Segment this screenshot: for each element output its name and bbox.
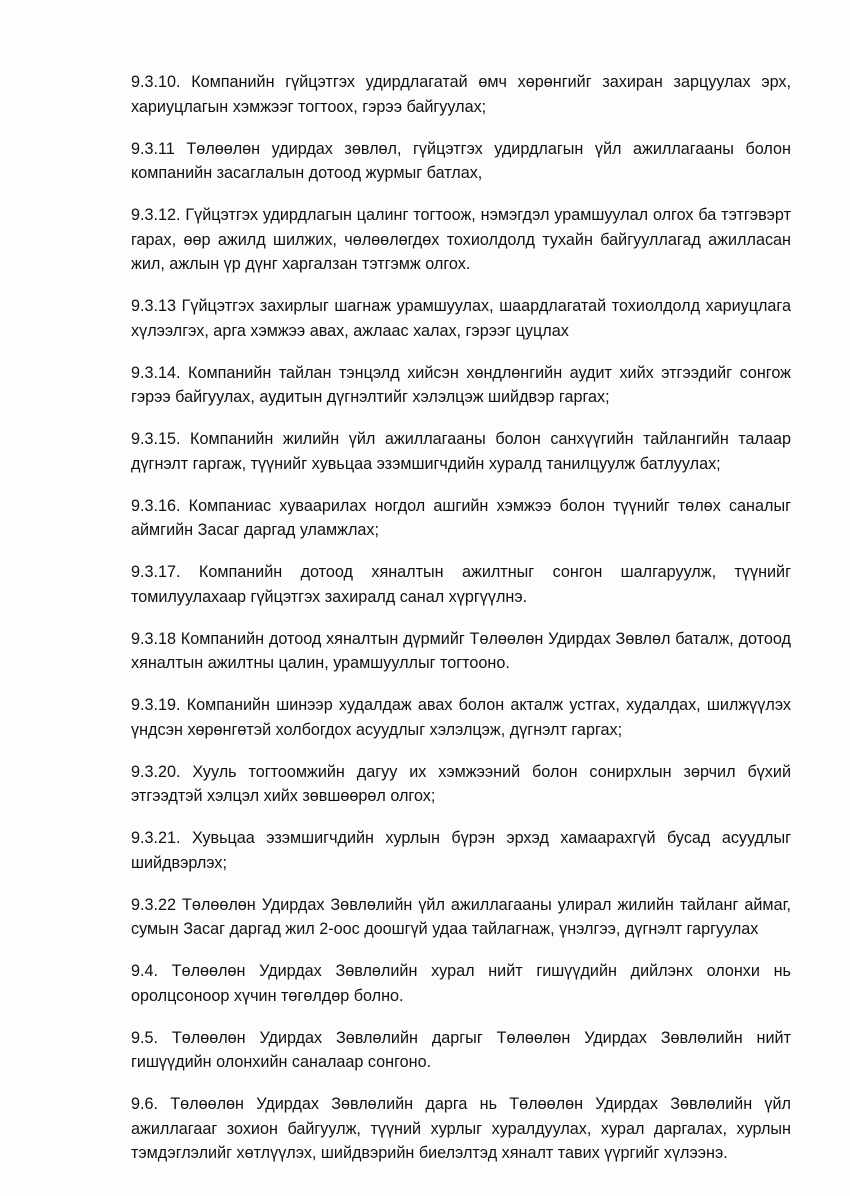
clause-9-3-14: 9.3.14. Компанийн тайлан тэнцэлд хийсэн хөндлөнгийн аудит хийх этгээдийг сонгож гэрээ байгуулах, аудитын дүгнэлтийг хэлэлцэж шийдвэр гаргах; [131, 363, 791, 406]
clause-9-3-21: 9.3.21. Хувьцаа эзэмшигчдийн хурлын бүрэн эрхэд хамаарахгүй бусад асуудлыг шийдвэрлэх; [131, 829, 791, 872]
clause-9-3-11: 9.3.11 Төлөөлөн удирдах зөвлөл, гүйцэтгэх удирдлагын үйл ажиллагааны болон компанийн засаглалын дотоод журмыг батлах, [131, 139, 791, 182]
clause-9-4: 9.4. Төлөөлөн Удирдах Зөвлөлийн хурал нийт гишүүдийн дийлэнх олонхи нь оролцсоноор хүчин төгөлдөр болно. [131, 962, 791, 1005]
clause-9-3-13: 9.3.13 Гүйцэтгэх захирлыг шагнаж урамшуулах, шаардлагатай тохиолдолд хариуцлага хүлээлгэх, арга хэмжээ авах, ажлаас халах, гэрээг цуцлах [131, 297, 791, 340]
clause-9-3-10: 9.3.10. Компанийн гүйцэтгэх удирдлагатай өмч хөрөнгийг захиран зарцуулах эрх, хариуцлагын хэмжээг тогтоох, гэрээ байгуулах; [131, 73, 791, 116]
clause-9-3-16: 9.3.16. Компаниас хуваарилах ногдол ашгийн хэмжээ болон түүнийг төлөх саналыг аймгийн Засаг даргад уламжлах; [131, 496, 791, 539]
clause-9-3-12: 9.3.12. Гүйцэтгэх удирдлагын цалинг тогтоож, нэмэгдэл урамшуулал олгох ба тэтгэвэрт гарах, өөр ажилд шилжих, чөлөөлөгдөх тохиолдолд тухайн байгууллагад ажилласан жил, ажлын үр дүнг харгалзан тэтгэмж олгох. [131, 206, 791, 273]
document-body [131, 70, 791, 1183]
clause-9-3-22: 9.3.22 Төлөөлөн Удирдах Зөвлөлийн үйл ажиллагааны улирал жилийн тайланг аймаг, сумын Засаг даргад жил 2-оос доошгүй удаа тайлагнаж, үнэлгээ, дүгнэлт гаргуулах [131, 895, 791, 938]
clause-9-6: 9.6. Төлөөлөн Удирдах Зөвлөлийн дарга нь Төлөөлөн Удирдах Зөвлөлийн үйл ажиллагааг зохион байгуулж, түүний хурлыг хуралдуулах, хурал даргалах, хурлын тэмдэглэлийг хөтлүүлэх, шийдвэрийн биелэлтэд хяналт тавих үүргийг хүлээнэ. [131, 1095, 791, 1162]
clause-9-3-20: 9.3.20. Хууль тогтоомжийн дагуу их хэмжээний болон сонирхлын зөрчил бүхий этгээдтэй хэлцэл хийх зөвшөөрөл олгох; [131, 762, 791, 805]
clause-9-5: 9.5. Төлөөлөн Удирдах Зөвлөлийн даргыг Төлөөлөн Удирдах Зөвлөлийн нийт гишүүдийн олонхийн саналаар сонгоно. [131, 1028, 791, 1071]
clause-9-3-19: 9.3.19. Компанийн шинээр худалдаж авах болон акталж устгах, худалдах, шилжүүлэх үндсэн хөрөнгөтэй холбогдох асуудлыг хэлэлцэж, дүгнэлт гаргах; [131, 696, 791, 739]
clause-9-3-17: 9.3.17. Компанийн дотоод хяналтын ажилтныг сонгон шалгаруулж, түүнийг томилуулахаар гүйцэтгэх захиралд санал хүргүүлнэ. [131, 563, 791, 606]
clause-9-3-18: 9.3.18 Компанийн дотоод хяналтын дүрмийг Төлөөлөн Удирдах Зөвлөл баталж, дотоод хяналтын ажилтны цалин, урамшууллыг тогтооно. [131, 629, 791, 672]
clause-9-3-15: 9.3.15. Компанийн жилийн үйл ажиллагааны болон санхүүгийн тайлангийн талаар дүгнэлт гаргаж, түүнийг хувьцаа эзэмшигчдийн хуралд танилцуулж батлуулах; [131, 430, 791, 473]
